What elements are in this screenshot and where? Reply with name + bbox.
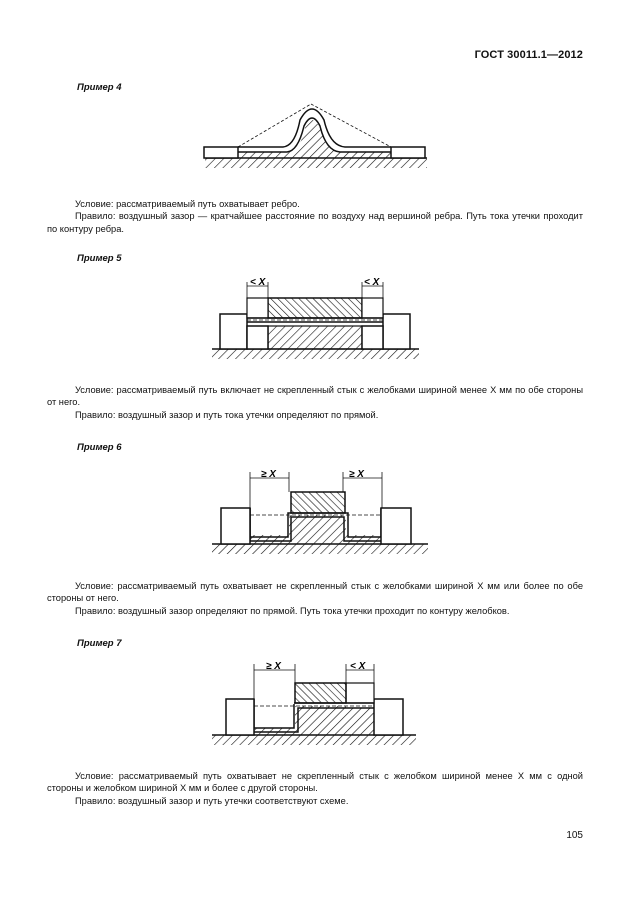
page-number: 105 bbox=[566, 830, 583, 841]
example-7-text bbox=[47, 770, 583, 807]
example-6-right-label: ≥ X bbox=[349, 469, 364, 480]
document-header: ГОСТ 30011.1—2012 bbox=[474, 49, 583, 61]
example-7-rule: Правило: воздушный зазор и путь утечки соответствуют схеме. bbox=[75, 795, 349, 806]
example-7-title: Пример 7 bbox=[77, 638, 122, 649]
example-6-title: Пример 6 bbox=[77, 442, 122, 453]
example-5-rule: Правило: воздушный зазор и путь тока утечки определяют по прямой. bbox=[75, 409, 379, 420]
example-6-rule: Правило: воздушный зазор определяют по прямой. Путь тока утечки проходит по контуру желобков. bbox=[75, 605, 510, 616]
example-6-left-label: ≥ X bbox=[261, 469, 276, 480]
example-5-title: Пример 5 bbox=[77, 253, 122, 264]
example-4-rule: Правило: воздушный зазор — кратчайшее расстояние по воздуху над вершиной ребра. Путь тока утечки проходит по контуру ребра. bbox=[47, 211, 583, 234]
example-5-text bbox=[47, 384, 583, 421]
example-6-condition: Условие: рассматриваемый путь охватывает не скрепленный стык с желобками шириной X мм или более по обе стороны от него. bbox=[47, 581, 583, 604]
example-4-text bbox=[47, 198, 583, 235]
example-7-left-label: ≥ X bbox=[266, 661, 281, 672]
example-6-text bbox=[47, 580, 583, 617]
example-7-right-label: < X bbox=[350, 661, 366, 672]
example-5-right-label: < X bbox=[364, 277, 380, 288]
example-4-title: Пример 4 bbox=[77, 82, 122, 93]
example-7-condition: Условие: рассматриваемый путь охватывает не скрепленный стык с желобком шириной менее X мм с одной стороны и желобком шириной X мм и более с другой стороны. bbox=[47, 771, 583, 794]
example-5-left-label: < X bbox=[250, 277, 266, 288]
example-5-condition: Условие: рассматриваемый путь включает не скрепленный стык с желобками шириной менее X мм по обе стороны от него. bbox=[47, 385, 583, 408]
example-4-condition: Условие: рассматриваемый путь охватывает ребро. bbox=[75, 199, 300, 209]
